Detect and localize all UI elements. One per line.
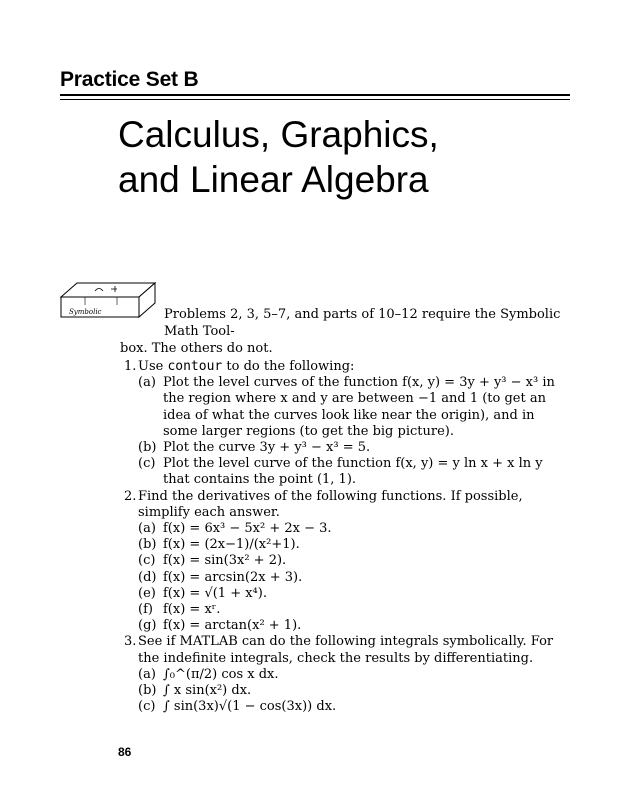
part-text: f(x) = arctan(x² + 1). (163, 618, 302, 634)
contour-command: contour (167, 359, 223, 374)
part-b: (b) f(x) = (2x−1)/(x²+1). (138, 537, 300, 553)
chapter-title-line-2: and Linear Algebra (118, 159, 429, 200)
problem-intro: Use contour to do the following: (138, 359, 355, 374)
toolbox-note-line-1: Problems 2, 3, 5–7, and parts of 10–12 require the Symbolic Math Tool- (164, 307, 561, 339)
part-d: (d) f(x) = arcsin(2x + 3). (138, 569, 303, 585)
part-c: (c) Plot the level curve of the function f(x, y) = y ln x + x ln y that contains the point (1, 1). (138, 456, 543, 488)
part-text: f(x) = arcsin(2x + 3). (163, 569, 303, 585)
part-text: Plot the level curves of the function f(x, y) = 3y + y³ − x³ in the region where x and y are between −1 and 1 (to get an idea of what the curves look like near the origin), and in some larger regions (to get the big picture). (163, 375, 555, 439)
part-text: ∫ sin(3x)√(1 − cos(3x)) dx. (163, 699, 337, 715)
part-e: (e) f(x) = √(1 + x⁴). (138, 585, 267, 601)
toolbox-note (120, 306, 572, 357)
part-text: f(x) = xʳ. (163, 602, 221, 618)
toolbox-note-line-2: box. The others do not. (120, 341, 273, 356)
part-text: f(x) = (2x−1)/(x²+1). (163, 537, 300, 553)
part-text: f(x) = √(1 + x⁴). (163, 585, 267, 601)
part-c: (c) f(x) = sin(3x² + 2). (138, 553, 287, 569)
part-text: Plot the curve 3y + y³ − x³ = 5. (163, 440, 371, 456)
problem-intro: Find the derivatives of the following functions. If possible, simplify each answer. (138, 488, 523, 520)
part-b: (b) Plot the curve 3y + y³ − x³ = 5. (138, 440, 371, 456)
part-f: (f) f(x) = xʳ. (138, 602, 221, 618)
part-text: ∫₀^(π/2) cos x dx. (163, 666, 279, 682)
problem-number: 2. (124, 488, 137, 504)
problem-number: 3. (124, 634, 137, 650)
part-a: (a) ∫₀^(π/2) cos x dx. (138, 666, 279, 682)
chapter-title (118, 112, 439, 202)
part-text: ∫ x sin(x²) dx. (163, 683, 252, 699)
header-rule-thin (60, 99, 570, 100)
part-a: (a) Plot the level curves of the function f(x, y) = 3y + y³ − x³ in the region where x and y are between −1 and 1 (to get an idea of what the curves look like near the origin), and in some larger regions (to get the big picture). (138, 375, 555, 439)
part-text: f(x) = sin(3x² + 2). (163, 553, 287, 569)
problem-list (120, 359, 572, 715)
part-g: (g) f(x) = arctan(x² + 1). (138, 618, 302, 634)
page-number: 86 (118, 745, 132, 759)
problem-3 (120, 634, 572, 715)
problem-number: 1. (124, 359, 137, 374)
part-b: (b) ∫ x sin(x²) dx. (138, 683, 252, 699)
header-rule-thick (60, 94, 570, 96)
part-c: (c) ∫ sin(3x)√(1 − cos(3x)) dx. (138, 699, 337, 715)
chapter-title-line-1: Calculus, Graphics, (118, 114, 439, 155)
practice-set-header: Practice Set B (60, 68, 199, 91)
problem-1 (120, 359, 572, 489)
problem-intro: See if MATLAB can do the following integrals symbolically. For the indefinite integrals, check the results by differentiating. (138, 634, 554, 666)
part-text: Plot the level curve of the function f(x, y) = y ln x + x ln y that contains the point (1, 1). (163, 456, 543, 488)
toolbox-icon-label: Symbolic (69, 308, 102, 316)
problem-2 (120, 489, 572, 635)
part-text: f(x) = 6x³ − 5x² + 2x − 3. (163, 521, 332, 537)
part-a: (a) f(x) = 6x³ − 5x² + 2x − 3. (138, 521, 332, 537)
